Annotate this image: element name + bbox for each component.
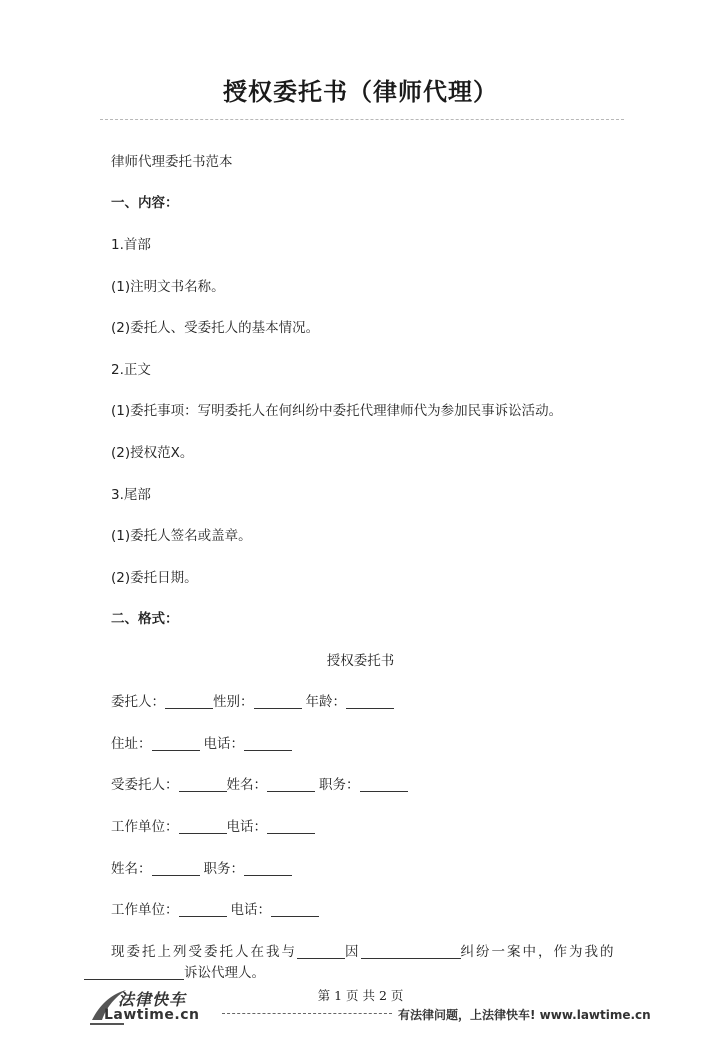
- opponent-blank: [297, 944, 345, 959]
- footer-divider: [222, 1013, 392, 1014]
- dispute-blank: [361, 944, 461, 959]
- name-label: 姓名：: [226, 777, 267, 793]
- title-divider: [100, 119, 624, 120]
- phone-blank: [271, 902, 319, 917]
- body-item-2: (2)授权范X。: [111, 445, 194, 461]
- document-title: 授权委托书（律师代理）: [223, 77, 498, 106]
- page-number: 第 1 页 共 2 页: [317, 988, 404, 1003]
- workplace-blank: [179, 819, 227, 834]
- phone-blank: [244, 736, 292, 751]
- agreement-text-2: 因: [345, 944, 361, 960]
- workplace-blank: [179, 902, 227, 917]
- agreement-text-3: 纠纷一案中，作为我的: [460, 944, 616, 960]
- footer-slogan: 有法律问题，上法律快车! www.lawtime.cn: [398, 1008, 651, 1022]
- gender-label: 性别：: [213, 694, 254, 710]
- workplace-label: 工作单位：: [111, 902, 179, 918]
- age-label: 年龄：: [305, 694, 346, 710]
- form-row-agent: [111, 773, 408, 793]
- position-label: 职务：: [203, 861, 244, 877]
- gender-blank: [254, 694, 302, 709]
- form-row-workplace-1: [111, 815, 315, 835]
- name-blank: [152, 861, 200, 876]
- tail-item-2: (2)委托日期。: [111, 570, 198, 586]
- phone-label: 电话：: [230, 902, 271, 918]
- tail-subheading: 3.尾部: [111, 487, 151, 503]
- intro-line: 律师代理委托书范本: [111, 154, 233, 170]
- logo-en-text: Lawtime.cn: [104, 1007, 200, 1023]
- agent-type-blank: [84, 965, 184, 980]
- agent-blank: [179, 777, 227, 792]
- body-item-1: (1)委托事项：写明委托人在何纠纷中委托代理律师代为参加民事诉讼活动。: [111, 403, 563, 419]
- header-subheading: 1.首部: [111, 237, 151, 253]
- form-title: 授权委托书: [326, 653, 395, 669]
- position-blank: [360, 777, 408, 792]
- body-subheading: 2.正文: [111, 362, 151, 378]
- form-row-address: [111, 732, 292, 752]
- logo-cn-text: 法律快车: [118, 990, 187, 1009]
- phone-blank: [267, 819, 315, 834]
- agreement-text-4: 诉讼代理人。: [184, 965, 265, 981]
- header-item-2: (2)委托人、受委托人的基本情况。: [111, 320, 320, 336]
- address-label: 住址：: [111, 736, 152, 752]
- section2-heading: 二、格式：: [111, 611, 179, 627]
- client-label: 委托人：: [111, 694, 165, 710]
- address-blank: [152, 736, 200, 751]
- tail-item-1: (1)委托人签名或盖章。: [111, 528, 252, 544]
- lawtime-logo: [88, 986, 218, 1026]
- age-blank: [346, 694, 394, 709]
- form-row-workplace-2: [111, 898, 319, 918]
- position-blank: [244, 861, 292, 876]
- name-label: 姓名：: [111, 861, 152, 877]
- agreement-line-1: [111, 940, 616, 960]
- form-row-name: [111, 857, 292, 877]
- agreement-line-2: [84, 961, 265, 981]
- workplace-label: 工作单位：: [111, 819, 179, 835]
- position-label: 职务：: [319, 777, 360, 793]
- phone-label: 电话：: [203, 736, 244, 752]
- agent-label: 受委托人：: [111, 777, 179, 793]
- client-blank: [165, 694, 213, 709]
- header-item-1: (1)注明文书名称。: [111, 279, 225, 295]
- phone-label: 电话：: [226, 819, 267, 835]
- name-blank: [267, 777, 315, 792]
- form-row-client: [111, 690, 394, 710]
- agreement-text-1: 现委托上列受委托人在我与: [111, 944, 297, 960]
- section1-heading: 一、内容：: [111, 195, 179, 211]
